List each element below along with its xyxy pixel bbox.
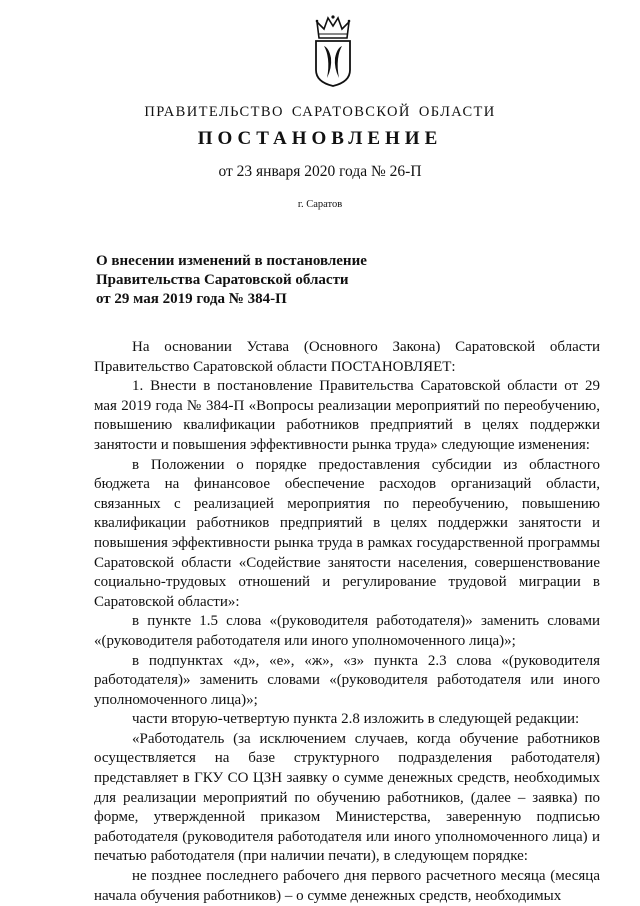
body-paragraph: На основании Устава (Основного Закона) Саратовской области bbox=[132, 339, 600, 355]
document-city: г. Саратов bbox=[297, 199, 343, 210]
saratov-coat-of-arms-icon bbox=[312, 14, 354, 88]
document-date-number: от 23 января 2020 года № 26-П bbox=[218, 163, 422, 180]
body-paragraph: в Положении о порядке предоставления субсидии из областного бюджета на финансовое обеспечение расходов организаций области, связанных с реализацией мероприятия по переобучению, повышению квалификации работников предприятий в целях поддержки занятости и повышения эффективности рынка труда в рамках государственной программы Саратовской области «Содействие занятости населения, совершенствование социально-трудовых отношений и регулирование трудовой миграции в Саратовской области»: bbox=[94, 456, 600, 610]
document-type-title: ПОСТАНОВЛЕНИЕ bbox=[197, 128, 443, 149]
government-name: ПРАВИТЕЛЬСТВО САРАТОВСКОЙ ОБЛАСТИ bbox=[144, 104, 496, 120]
subject-line: Правительства Саратовской области bbox=[96, 272, 349, 288]
body-paragraph: в пункте 1.5 слова «(руководителя работодателя)» заменить словами «(руководителя работодателя или иного уполномоченного лица)»; bbox=[94, 613, 600, 649]
body-paragraph: Правительство Саратовской области ПОСТАНОВЛЯЕТ: bbox=[94, 358, 456, 375]
subject-line: от 29 мая 2019 года № 384-П bbox=[96, 291, 287, 307]
subject-line: О внесении изменений в постановление bbox=[96, 253, 367, 269]
body-paragraph: в подпунктах «д», «е», «ж», «з» пункта 2.3 слова «(руководителя работодателя)» заменить словами «(руководителя работодателя или иного уполномоченного лица)»; bbox=[94, 652, 600, 708]
document-subject bbox=[96, 252, 456, 309]
body-paragraph: 1. Внести в постановление Правительства Саратовской области от 29 мая 2019 года № 384-П «Вопросы реализации мероприятий по переобучению, повышению квалификации работников предприятий в целях поддержки занятости и повышения эффективности рынка труда» следующие изменения: bbox=[94, 378, 600, 453]
body-paragraph: не позднее последнего рабочего дня первого расчетного месяца (месяца начала обучения работников) – о сумме денежных средств, необходимых bbox=[94, 868, 600, 904]
body-paragraph: части вторую-четвертую пункта 2.8 изложить в следующей редакции: bbox=[132, 711, 580, 728]
document-body bbox=[94, 338, 600, 906]
body-paragraph: «Работодатель (за исключением случаев, когда обучение работников осуществляется на базе структурного подразделения работодателя) представляет в ГКУ СО ЦЗН заявку о сумме денежных средств, необходимых для реализации мероприятий по обучению работников, (далее – заявка) по форме, утвержденной приказом Министерства, заверенную подписью работодателя (руководителя работодателя или иного уполномоченного лица) и печатью работодателя (при наличии печати), в следующем порядке: bbox=[94, 730, 600, 865]
